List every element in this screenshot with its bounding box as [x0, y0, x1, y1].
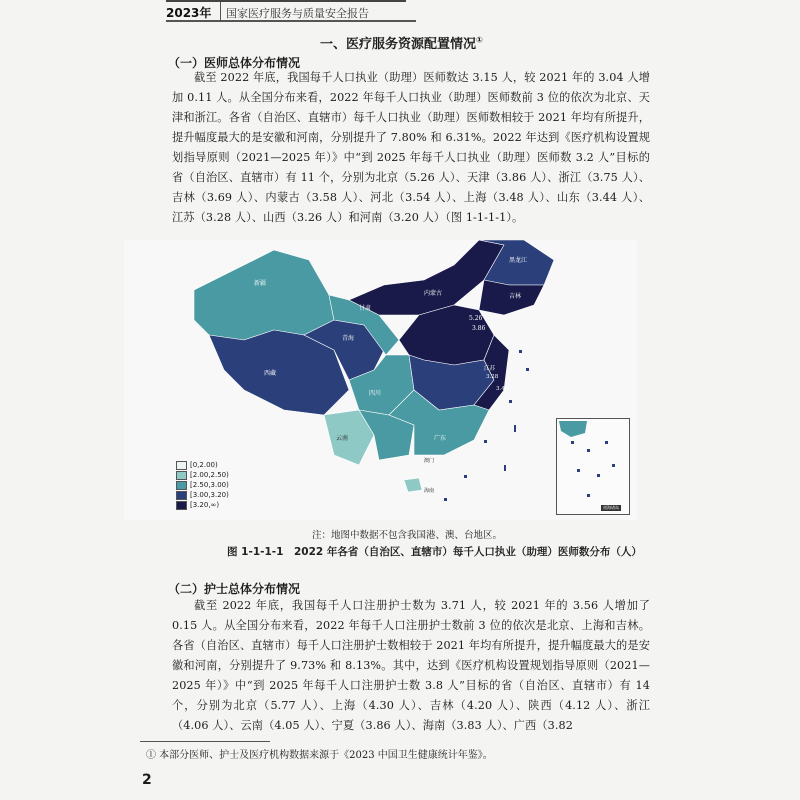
region-xinjiang	[194, 250, 334, 340]
figure-caption: 图 1-1-1-1 2022 年各省（自治区、直辖市）每千人口执业（助理）医师数分布（人）	[227, 546, 642, 558]
label-gansu: 甘肃	[359, 305, 372, 312]
map-legend	[176, 460, 229, 510]
legend-item	[176, 490, 229, 500]
legend-swatch	[176, 481, 187, 490]
header-title: 国家医疗服务与质量安全报告	[226, 7, 369, 20]
legend-swatch	[176, 491, 187, 500]
doctors-paragraph: 截至 2022 年底，我国每千人口执业（助理）医师数达 3.15 人，较 2021 年的 3.04 人增加 0.11 人。从全国分布来看，2022 年每千人口执业（助理）医师数前 3 位的依次为北京、天津和浙江。各省（自治区、直辖市）每千人口执业（助理）医师数相较于 2021 年均有所提升，提升幅度最大的是安徽和河南，分别提升了 7.80% 和 6.31%。2022 年达到《医疗机构设置规划指导原则（2021—2025 年）》中“到 2025 年每千人口执业（助理）医师数 3.2 人”目标的省（自治区、直辖市）有 11 个，分别为北京（5.26 人）、天津（3.86 人）、浙江（3.75 人）、吉林（3.69 人）、内蒙古（3.58 人）、河北（3.54 人）、上海（3.48 人）、山东（3.44 人）、江苏（3.28 人）、山西（3.26 人）和河南（3.20 人）（图 1-1-1-1）。	[172, 71, 650, 224]
section-title	[320, 33, 483, 52]
legend-item	[176, 480, 229, 490]
label-qinghai: 青海	[342, 335, 355, 342]
legend-label: [3.00,3.20)	[190, 491, 229, 499]
label-beijing-value: 5.26	[469, 315, 483, 322]
label-tibet: 西藏	[264, 370, 277, 377]
legend-swatch	[176, 501, 187, 510]
label-jiangsu: 江苏	[484, 366, 496, 372]
legend-item	[176, 470, 229, 480]
label-shanghai-value: 3.48	[496, 386, 509, 392]
label-yunnan: 云南	[336, 435, 349, 442]
header-year: 2023年	[166, 6, 212, 20]
inset-graphic	[557, 419, 629, 514]
legend-label: [0,2.00)	[190, 461, 218, 469]
nurses-subtitle: （二）护士总体分布情况	[168, 582, 301, 596]
label-tianjin-value: 3.86	[472, 325, 486, 332]
label-heilongjiang: 黑龙江	[509, 257, 528, 264]
map-note: 注：地图中数据不包含我国港、澳、台地区。	[312, 530, 503, 541]
page-number: 2	[142, 772, 152, 788]
legend-item	[176, 500, 229, 510]
footnote: ① 本部分医师、护士及医疗机构数据来源于《2023 中国卫生健康统计年鉴》。	[146, 750, 493, 761]
label-hainan: 海南	[424, 488, 435, 494]
label-guangdong: 广东	[434, 435, 447, 442]
label-macau: 澳门	[424, 458, 435, 464]
legend-swatch	[176, 461, 187, 470]
header-rule	[166, 20, 416, 22]
legend-label: [2.00,2.50)	[190, 471, 229, 479]
region-hainan	[404, 478, 422, 492]
legend-label: [3.20,∞)	[190, 501, 220, 509]
doctors-subtitle: （一）医师总体分布情况	[168, 56, 301, 70]
inset-label: 南海诸岛	[603, 505, 619, 510]
label-jiangsu-value: 3.28	[486, 374, 499, 380]
choropleth-map	[124, 240, 637, 520]
legend-label: [2.50,3.00)	[190, 481, 229, 489]
footnote-rule	[140, 741, 270, 742]
header-rule-top	[166, 0, 406, 2]
nurses-paragraph: 截至 2022 年底，我国每千人口注册护士数为 3.71 人，较 2021 年的 3.56 人增加了 0.15 人。从全国分布来看，2022 年每千人口注册护士数前 3 位的依次是北京、上海和吉林。各省（自治区、直辖市）每千人口注册护士数相较于 2021 年均有所提升，提升幅度最大的是安徽和河南，分别提升了 9.73% 和 8.13%。其中，达到《医疗机构设置规划指导原则（2021—2025 年）》中“到 2025 年每千人口注册护士数 3.8 人”目标的省（自治区、直辖市）有 14 个，分别为北京（5.77 人）、上海（4.30 人）、吉林（4.20 人）、陕西（4.12 人）、浙江（4.06 人）、云南（4.05 人）、宁夏（3.86 人）、海南（3.83 人）、广西（3.82	[172, 599, 650, 732]
footnote-mark: ①	[476, 35, 483, 45]
label-sichuan: 四川	[369, 390, 382, 397]
label-jilin: 吉林	[509, 293, 522, 300]
header-divider	[220, 2, 221, 20]
label-neimenggu: 内蒙古	[424, 290, 443, 297]
legend-item	[176, 460, 229, 470]
legend-swatch	[176, 471, 187, 480]
section-title-text: 一、医疗服务资源配置情况	[320, 37, 477, 52]
south-sea-inset	[556, 418, 630, 515]
label-xinjiang: 新疆	[254, 280, 267, 287]
